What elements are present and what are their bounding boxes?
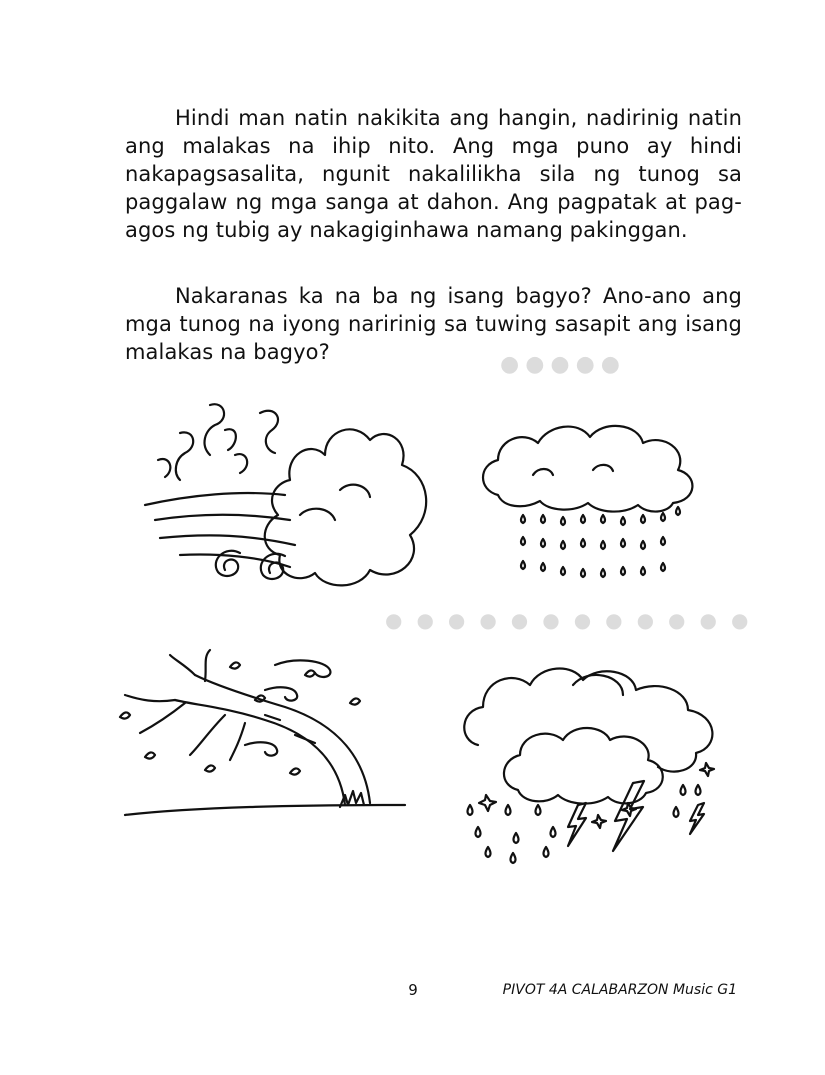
wind-gust-icon [140, 395, 440, 595]
watermark-seal-top: ●●●●● [500, 352, 626, 377]
bending-tree-icon [115, 645, 415, 820]
thunderstorm-icon [458, 655, 733, 865]
paragraph-2-text: Nakaranas ka na ba ng isang bagyo? Ano-ano ang mga tunog na iyong naririnig sa tuwing sasapit ang isang malakas na bagyo? [125, 284, 742, 364]
page-number: 9 [408, 981, 418, 999]
paragraph-wind-sounds [125, 104, 742, 244]
watermark-seal-bottom: ●●●●●●●●●●●● [385, 608, 763, 632]
paragraph-1-text: Hindi man natin nakikita ang hangin, nadirinig natin ang malakas na ihip nito. Ang mga puno ay hindi nakapagsasalita, ngunit nakalilikha sila ng tunog sa paggalaw ng mga sanga at dahon. Ang pagpatak at pag-agos ng tubig ay nakagiginhawa namang pakinggan. [125, 106, 742, 242]
paragraph-typhoon-question [125, 282, 742, 366]
footer-title: PIVOT 4A CALABARZON Music G1 [502, 982, 737, 998]
rain-cloud-icon [478, 415, 708, 585]
